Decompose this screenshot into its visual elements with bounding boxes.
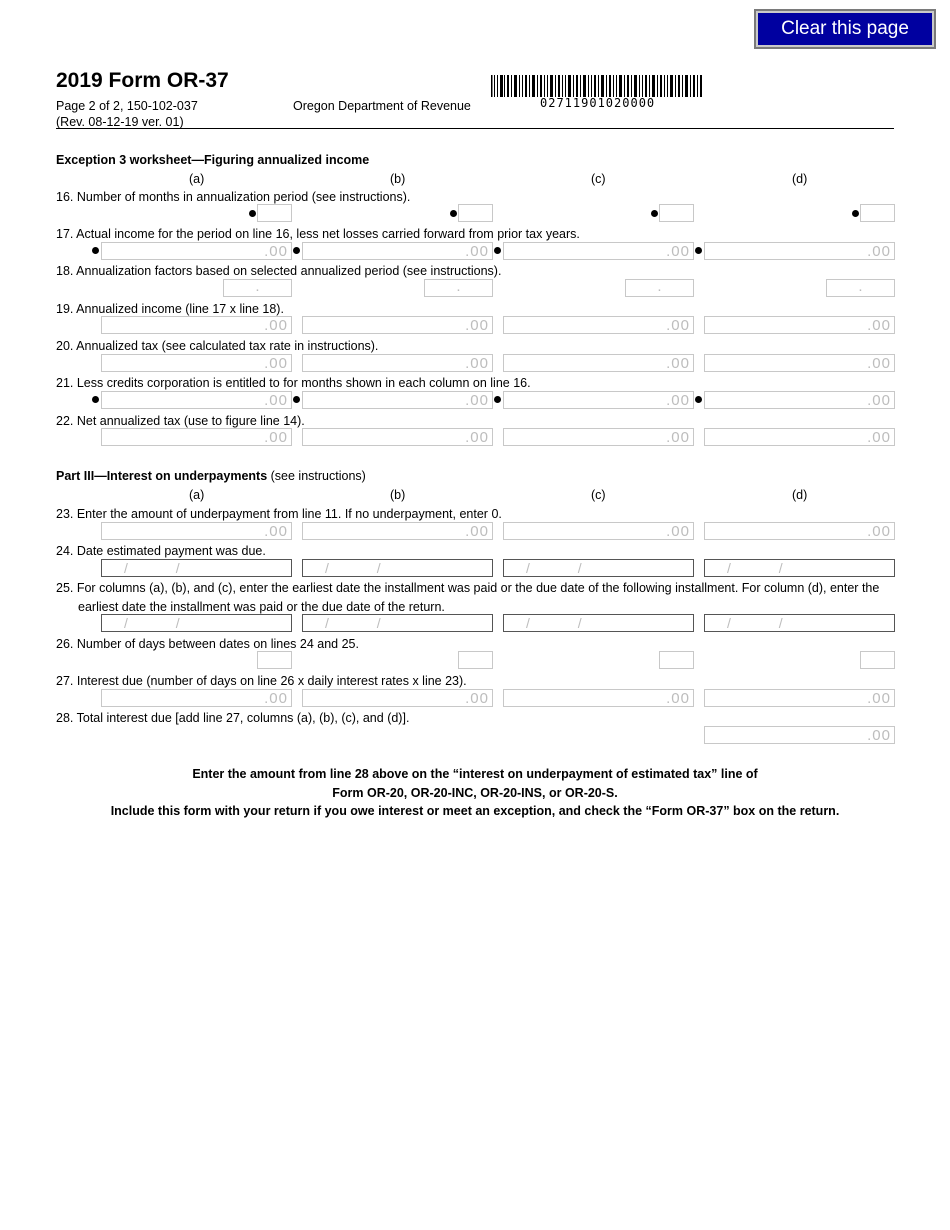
line-26-c-input[interactable] [659,651,694,669]
required-bullet [695,396,702,403]
line-17-a-input[interactable]: .00 [101,242,292,260]
line-19-b-input[interactable]: .00 [302,316,493,334]
line-25-c-date[interactable]: / / [503,614,694,632]
part3-column-c-header: (c) [591,488,606,502]
line-18-label: 18. Annualization factors based on selected annualized period (see instructions). [56,264,502,278]
footer-instruction-1: Enter the amount from line 28 above on the “interest on underpayment of estimated tax” line of [192,767,758,781]
line-17-label: 17. Actual income for the period on line 16, less net losses carried forward from prior tax years. [56,227,580,241]
line-19-d-input[interactable]: .00 [704,316,895,334]
line-22-a-input[interactable]: .00 [101,428,292,446]
footer-instruction-2: Form OR-20, OR-20-INC, OR-20-INS, or OR-20-S. [332,786,618,800]
line-20-c-input[interactable]: .00 [503,354,694,372]
required-bullet [494,247,501,254]
line-23-d-input[interactable]: .00 [704,522,895,540]
exception3-heading: Exception 3 worksheet—Figuring annualized income [56,153,370,167]
required-bullet [293,396,300,403]
column-a-header: (a) [189,172,205,186]
line-27-a-input[interactable]: .00 [101,689,292,707]
required-bullet [92,396,99,403]
line-19-label: 19. Annualized income (line 17 x line 18). [56,302,284,316]
line-23-c-input[interactable]: .00 [503,522,694,540]
line-25-b-date[interactable]: / / [302,614,493,632]
required-bullet [695,247,702,254]
part3-column-b-header: (b) [390,488,406,502]
line-24-a-date[interactable]: / / [101,559,292,577]
line-18-b-input[interactable]: . [424,279,493,297]
line-19-c-input[interactable]: .00 [503,316,694,334]
line-26-d-input[interactable] [860,651,895,669]
line-28-label: 28. Total interest due [add line 27, columns (a), (b), (c), and (d)]. [56,711,410,725]
column-d-header: (d) [792,172,808,186]
revision-info: (Rev. 08-12-19 ver. 01) [56,115,184,129]
line-16-c-input[interactable] [659,204,694,222]
barcode-number: 02711901020000 [540,96,656,110]
line-16-d-input[interactable] [860,204,895,222]
required-bullet [651,210,658,217]
line-16-label: 16. Number of months in annualization period (see instructions). [56,190,411,204]
line-28-total-input[interactable]: .00 [704,726,895,744]
page-info: Page 2 of 2, 150-102-037 [56,99,198,113]
footer-instruction-3: Include this form with your return if you owe interest or meet an exception, and check the “Form OR-37” box on the return. [110,804,840,818]
line-24-label: 24. Date estimated payment was due. [56,544,266,558]
line-21-a-input[interactable]: .00 [101,391,292,409]
line-20-d-input[interactable]: .00 [704,354,895,372]
line-16-b-input[interactable] [458,204,493,222]
line-26-a-input[interactable] [257,651,292,669]
line-23-label: 23. Enter the amount of underpayment from line 11. If no underpayment, enter 0. [56,507,502,521]
line-27-label: 27. Interest due (number of days on line 26 x daily interest rates x line 23). [56,674,467,688]
line-25-d-date[interactable]: / / [704,614,895,632]
line-27-b-input[interactable]: .00 [302,689,493,707]
line-21-c-input[interactable]: .00 [503,391,694,409]
line-26-label: 26. Number of days between dates on lines 24 and 25. [56,637,359,651]
line-25-label-cont: earliest date the installment was paid or the due date of the return. [78,600,445,614]
line-18-c-input[interactable]: . [625,279,694,297]
required-bullet [494,396,501,403]
line-24-b-date[interactable]: / / [302,559,493,577]
part3-column-d-header: (d) [792,488,808,502]
line-21-b-input[interactable]: .00 [302,391,493,409]
line-18-d-input[interactable]: . [826,279,895,297]
required-bullet [249,210,256,217]
line-19-a-input[interactable]: .00 [101,316,292,334]
part3-column-a-header: (a) [189,488,205,502]
line-20-label: 20. Annualized tax (see calculated tax rate in instructions). [56,339,379,353]
line-18-a-input[interactable]: . [223,279,292,297]
line-22-b-input[interactable]: .00 [302,428,493,446]
line-16-a-input[interactable] [257,204,292,222]
column-c-header: (c) [591,172,606,186]
header-rule [56,128,894,129]
required-bullet [293,247,300,254]
clear-page-button[interactable]: Clear this page [754,9,936,49]
line-21-d-input[interactable]: .00 [704,391,895,409]
line-20-a-input[interactable]: .00 [101,354,292,372]
required-bullet [852,210,859,217]
line-26-b-input[interactable] [458,651,493,669]
line-27-c-input[interactable]: .00 [503,689,694,707]
line-17-d-input[interactable]: .00 [704,242,895,260]
required-bullet [450,210,457,217]
department-name: Oregon Department of Revenue [293,99,471,113]
part3-heading: Part III—Interest on underpayments (see instructions) [56,469,366,483]
barcode-image [491,75,703,97]
line-27-d-input[interactable]: .00 [704,689,895,707]
required-bullet [92,247,99,254]
line-17-c-input[interactable]: .00 [503,242,694,260]
line-21-label: 21. Less credits corporation is entitled to for months shown in each column on line 16. [56,376,531,390]
form-title: 2019 Form OR-37 [56,69,229,92]
line-23-a-input[interactable]: .00 [101,522,292,540]
line-25-label: 25. For columns (a), (b), and (c), enter the earliest date the installment was paid or the due date of the following installment. For column (d), enter the [56,581,880,595]
line-24-c-date[interactable]: / / [503,559,694,577]
line-22-d-input[interactable]: .00 [704,428,895,446]
line-22-label: 22. Net annualized tax (use to figure line 14). [56,414,305,428]
column-b-header: (b) [390,172,406,186]
line-25-a-date[interactable]: / / [101,614,292,632]
line-17-b-input[interactable]: .00 [302,242,493,260]
line-20-b-input[interactable]: .00 [302,354,493,372]
line-23-b-input[interactable]: .00 [302,522,493,540]
line-22-c-input[interactable]: .00 [503,428,694,446]
line-24-d-date[interactable]: / / [704,559,895,577]
